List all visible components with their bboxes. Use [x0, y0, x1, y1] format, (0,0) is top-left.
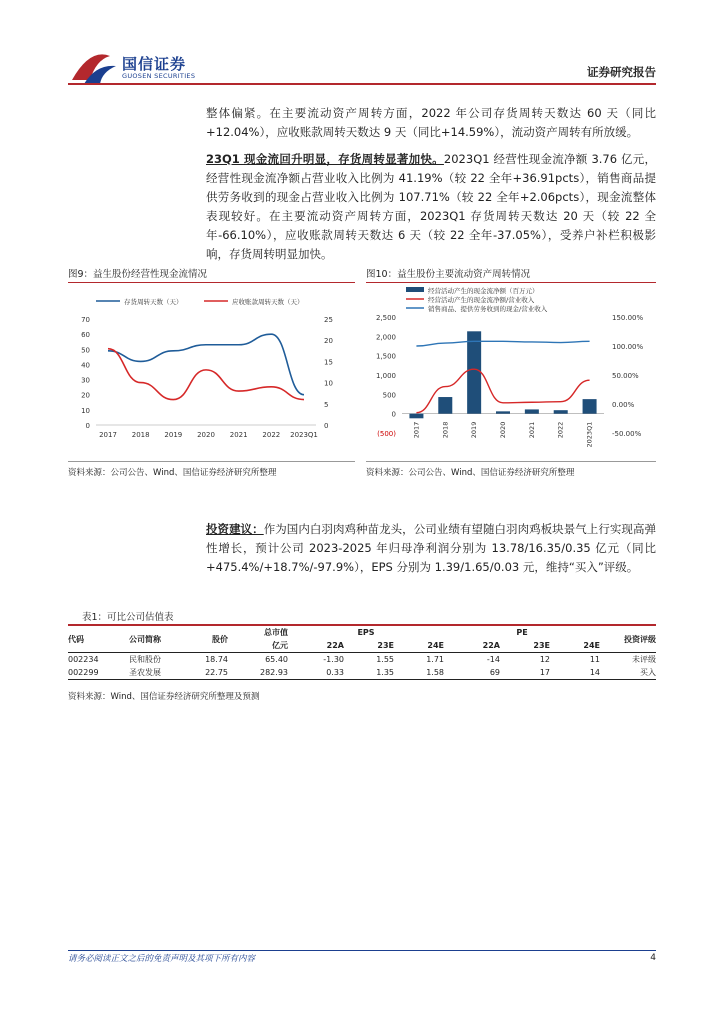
- cell-pe: 69: [489, 668, 500, 677]
- fig10-source: 资料来源：公司公告、Wind、国信证券经济研究所整理: [366, 468, 575, 478]
- y-right-tick-label: 20: [324, 337, 333, 346]
- investment-advice-body: 作为国内白羽肉鸡种苗龙头，公司业绩有望随白羽肉鸡板块景气上行实现高弹性增长，预计公司 2023-2025 年归母净利润分别为 13.78/16.35/0.35 亿元（同比+475.4%/+18.7%/-97.9%），EPS 分别为 1.39/1.65/0.03 元，维持“买入”评级。: [206, 522, 657, 574]
- legend-swatch: [406, 287, 424, 292]
- cashflow-chart: [366, 285, 656, 457]
- fig10-title-divider: [366, 282, 656, 283]
- bar: [467, 331, 481, 413]
- cell-price: 18.74: [205, 655, 228, 664]
- th-name: 公司简称: [129, 634, 161, 644]
- y-left-tick-label: 30: [81, 376, 90, 385]
- series-line: [108, 334, 304, 395]
- y-right-tick-label: 0: [324, 422, 329, 430]
- y-right-tick-label: 100.00%: [612, 343, 644, 351]
- y-left-tick-label: 70: [81, 316, 90, 324]
- y-right-tick-label: 10: [324, 379, 333, 388]
- y-left-tick-label: 60: [81, 331, 90, 340]
- report-type-label: 证券研究报告: [587, 65, 656, 79]
- th-eps-year: 22A: [326, 641, 344, 650]
- th-price: 股价: [212, 634, 228, 644]
- legend-label: 经营活动产生的现金流净额/营业收入: [428, 296, 535, 304]
- bar: [496, 411, 510, 413]
- y-left-tick-label: (500): [377, 430, 396, 438]
- y-right-tick-label: 15: [324, 358, 333, 367]
- logo-text-cn: 国信证券: [122, 55, 187, 73]
- cell-eps: 1.35: [376, 668, 394, 677]
- th-eps: EPS: [357, 628, 375, 637]
- y-right-tick-label: 50.00%: [612, 372, 639, 380]
- cell-pe: 12: [539, 655, 550, 664]
- y-left-tick-label: 1,500: [375, 352, 396, 361]
- th-eps-year: 24E: [427, 641, 444, 650]
- paragraph-2: [206, 150, 656, 264]
- table-source: 资料来源：Wind、国信证券经济研究所整理及预测: [68, 692, 260, 702]
- th-pe: PE: [516, 628, 528, 637]
- turnover-days-chart: [68, 285, 355, 457]
- th-code: 代码: [68, 634, 84, 644]
- th-mktcap-unit: 亿元: [272, 641, 288, 650]
- page-number: 4: [650, 953, 656, 963]
- cell-price: 22.75: [205, 668, 228, 677]
- bar: [554, 410, 568, 413]
- y-left-tick-label: 2,500: [375, 314, 396, 322]
- x-tick-label: 2019: [164, 431, 183, 439]
- cell-pe: -14: [486, 655, 500, 664]
- legend-label: 经营活动产生的现金流净额（百万元）: [428, 287, 539, 295]
- header-divider: [68, 83, 656, 85]
- fig9-title-divider: [68, 282, 355, 283]
- x-tick-label: 2021: [229, 431, 248, 439]
- fig9-source-divider: [68, 461, 355, 462]
- disclaimer-note: 请务必阅读正文之后的免责声明及其项下所有内容: [68, 954, 256, 964]
- y-left-tick-label: 0: [391, 410, 396, 419]
- legend-label: 应收账款周转天数（天）: [232, 298, 304, 306]
- x-tick-label: 2018: [441, 421, 450, 439]
- table-row: [68, 666, 656, 680]
- y-right-tick-label: 5: [324, 400, 329, 409]
- bar: [438, 397, 452, 414]
- cell-eps: 0.33: [326, 668, 344, 677]
- cell-rating: 买入: [640, 668, 656, 677]
- table-row: [68, 653, 656, 667]
- y-right-tick-label: -50.00%: [612, 430, 642, 438]
- x-tick-label: 2019: [470, 421, 479, 439]
- cell-mktcap: 65.40: [265, 655, 288, 664]
- fig9-title: 图9：益生股份经营性现金流情况: [68, 269, 208, 280]
- cell-rating: 未评级: [632, 655, 656, 664]
- y-left-tick-label: 2,000: [375, 333, 396, 342]
- bar: [583, 399, 597, 414]
- cell-code: 002234: [68, 655, 99, 664]
- paragraph-2-body: 2023Q1 经营性现金流净额 3.76 亿元，经营性现金流净额占营业收入比例为 41.19%（较 22 全年+36.91pcts），销售商品提供劳务收到的现金占营业收入比例为 107.71%（较 22 全年+2.06pcts），现金流整体表现较好。在主要流动资产周转方面，2023Q1 存货周转天数达 20 天（较 22 全年-66.10%），应收账款周转天数达 6 天（较 22 全年-37.05%），受养户补栏积极影响，存货周转明显加快。: [206, 152, 656, 261]
- logo-mark-icon: [70, 50, 118, 86]
- fig10-source-divider: [366, 461, 656, 462]
- bar: [409, 414, 423, 419]
- cell-eps: 1.55: [376, 655, 394, 664]
- x-tick-label: 2020: [197, 431, 215, 439]
- th-mktcap: 总市值: [264, 628, 288, 637]
- x-tick-label: 2021: [527, 421, 536, 439]
- fig10-title: 图10：益生股份主要流动资产周转情况: [366, 269, 531, 280]
- cell-pe: 14: [589, 668, 600, 677]
- cell-eps: 1.58: [426, 668, 444, 677]
- cell-pe: 17: [539, 668, 550, 677]
- y-left-tick-label: 0: [85, 422, 90, 430]
- paragraph-2-lead: 23Q1 现金流回升明显，存货周转显著加快。: [206, 152, 444, 166]
- logo-text-en: GUOSEN SECURITIES: [122, 72, 196, 80]
- x-tick-label: 2023Q1: [585, 421, 594, 448]
- y-right-tick-label: 150.00%: [612, 314, 644, 322]
- th-rating: 投资评级: [624, 634, 656, 644]
- y-right-tick-label: 0.00%: [612, 401, 635, 409]
- cell-name: 民和股份: [129, 655, 161, 664]
- cell-eps: -1.30: [323, 655, 344, 664]
- x-tick-label: 2017: [412, 421, 421, 439]
- th-pe-year: 24E: [583, 641, 600, 650]
- cell-name: 圣农发展: [129, 668, 161, 677]
- table-title: 表1：可比公司估值表: [82, 612, 174, 623]
- y-left-tick-label: 500: [382, 391, 396, 400]
- cell-mktcap: 282.93: [260, 668, 288, 677]
- footer-divider: [68, 950, 656, 951]
- x-tick-label: 2022: [262, 431, 281, 439]
- paragraph-1: 整体偏紧。在主要流动资产周转方面，2022 年公司存货周转天数达 60 天（同比+12.04%），应收账款周转天数达 9 天（同比+14.59%），流动资产周转有所放缓。: [206, 106, 656, 139]
- series-line: [416, 341, 589, 346]
- fig9-source: 资料来源：公司公告、Wind、国信证券经济研究所整理: [68, 468, 277, 478]
- legend-label: 存货周转天数（天）: [124, 298, 183, 306]
- y-left-tick-label: 20: [81, 391, 90, 400]
- valuation-table: [68, 624, 656, 680]
- y-right-tick-label: 25: [324, 316, 333, 324]
- x-tick-label: 2022: [556, 421, 565, 439]
- y-left-tick-label: 1,000: [375, 372, 396, 380]
- y-left-tick-label: 10: [81, 406, 90, 415]
- investment-advice: [206, 520, 656, 577]
- x-tick-label: 2023Q1: [290, 431, 318, 439]
- investment-advice-lead: 投资建议：: [206, 522, 264, 536]
- cell-pe: 11: [589, 655, 600, 664]
- guosen-logo: [70, 50, 200, 86]
- th-pe-year: 23E: [533, 641, 550, 650]
- x-tick-label: 2020: [499, 421, 507, 439]
- legend-label: 销售商品、提供劳务收到的现金/营业收入: [428, 305, 548, 313]
- cell-code: 002299: [68, 668, 99, 677]
- y-left-tick-label: 40: [81, 361, 90, 370]
- th-pe-year: 22A: [482, 641, 500, 650]
- bar: [525, 409, 539, 413]
- cell-eps: 1.71: [426, 655, 444, 664]
- series-line: [108, 349, 304, 400]
- x-tick-label: 2017: [99, 431, 117, 439]
- y-left-tick-label: 50: [81, 346, 90, 355]
- th-eps-year: 23E: [377, 641, 394, 650]
- x-tick-label: 2018: [131, 431, 150, 439]
